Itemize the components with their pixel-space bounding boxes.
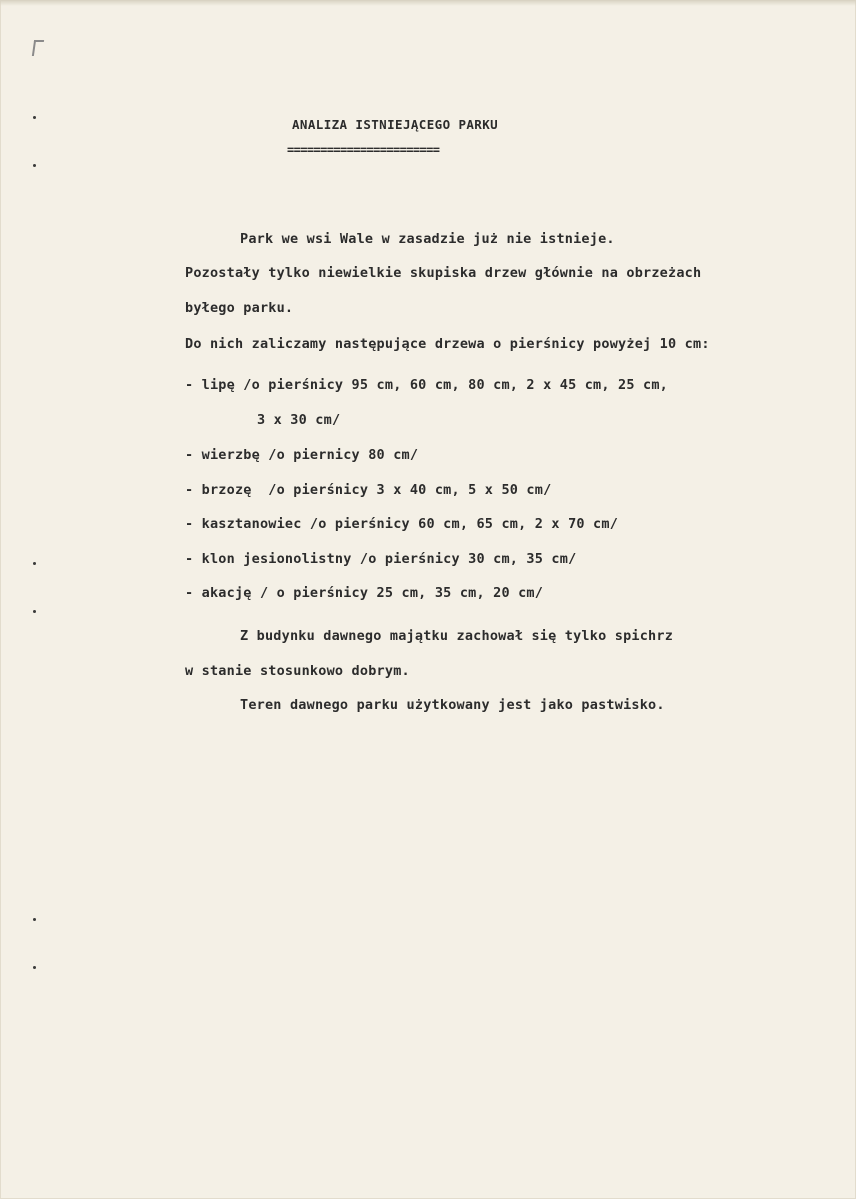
corner-mark	[32, 40, 44, 56]
paragraph-line: byłego parku.	[185, 300, 294, 316]
list-item-continuation: 3 x 30 cm/	[257, 412, 341, 428]
margin-dot	[33, 164, 36, 167]
title-underline: =======================	[287, 143, 440, 157]
margin-dot	[33, 610, 36, 613]
margin-dot	[33, 966, 36, 969]
margin-dot	[33, 918, 36, 921]
list-item: - kasztanowiec /o pierśnicy 60 cm, 65 cm, 2 x 70 cm/	[185, 516, 619, 532]
paragraph-line: w stanie stosunkowo dobrym.	[185, 663, 410, 679]
paragraph-line: Teren dawnego parku użytkowany jest jako pastwisko.	[240, 697, 665, 713]
paragraph-line: Do nich zaliczamy następujące drzewa o pierśnicy powyżej 10 cm:	[185, 336, 710, 352]
margin-dot	[33, 562, 36, 565]
paragraph-line: Z budynku dawnego majątku zachował się tylko spichrz	[240, 628, 674, 644]
list-item: - wierzbę /o piernicy 80 cm/	[185, 447, 419, 463]
list-item: - akację / o pierśnicy 25 cm, 35 cm, 20 cm/	[185, 585, 544, 601]
paragraph-line: Pozostały tylko niewielkie skupiska drzew głównie na obrzeżach	[185, 265, 702, 281]
document-title: ANALIZA ISTNIEJĄCEGO PARKU	[292, 117, 499, 132]
list-item: - klon jesionolistny /o pierśnicy 30 cm, 35 cm/	[185, 551, 577, 567]
page-top-edge	[0, 0, 856, 6]
list-item: - brzozę /o pierśnicy 3 x 40 cm, 5 x 50 cm/	[185, 482, 552, 498]
paragraph-line: Park we wsi Wale w zasadzie już nie istnieje.	[240, 231, 615, 247]
margin-dot	[33, 116, 36, 119]
list-item: - lipę /o pierśnicy 95 cm, 60 cm, 80 cm, 2 x 45 cm, 25 cm,	[185, 377, 669, 393]
